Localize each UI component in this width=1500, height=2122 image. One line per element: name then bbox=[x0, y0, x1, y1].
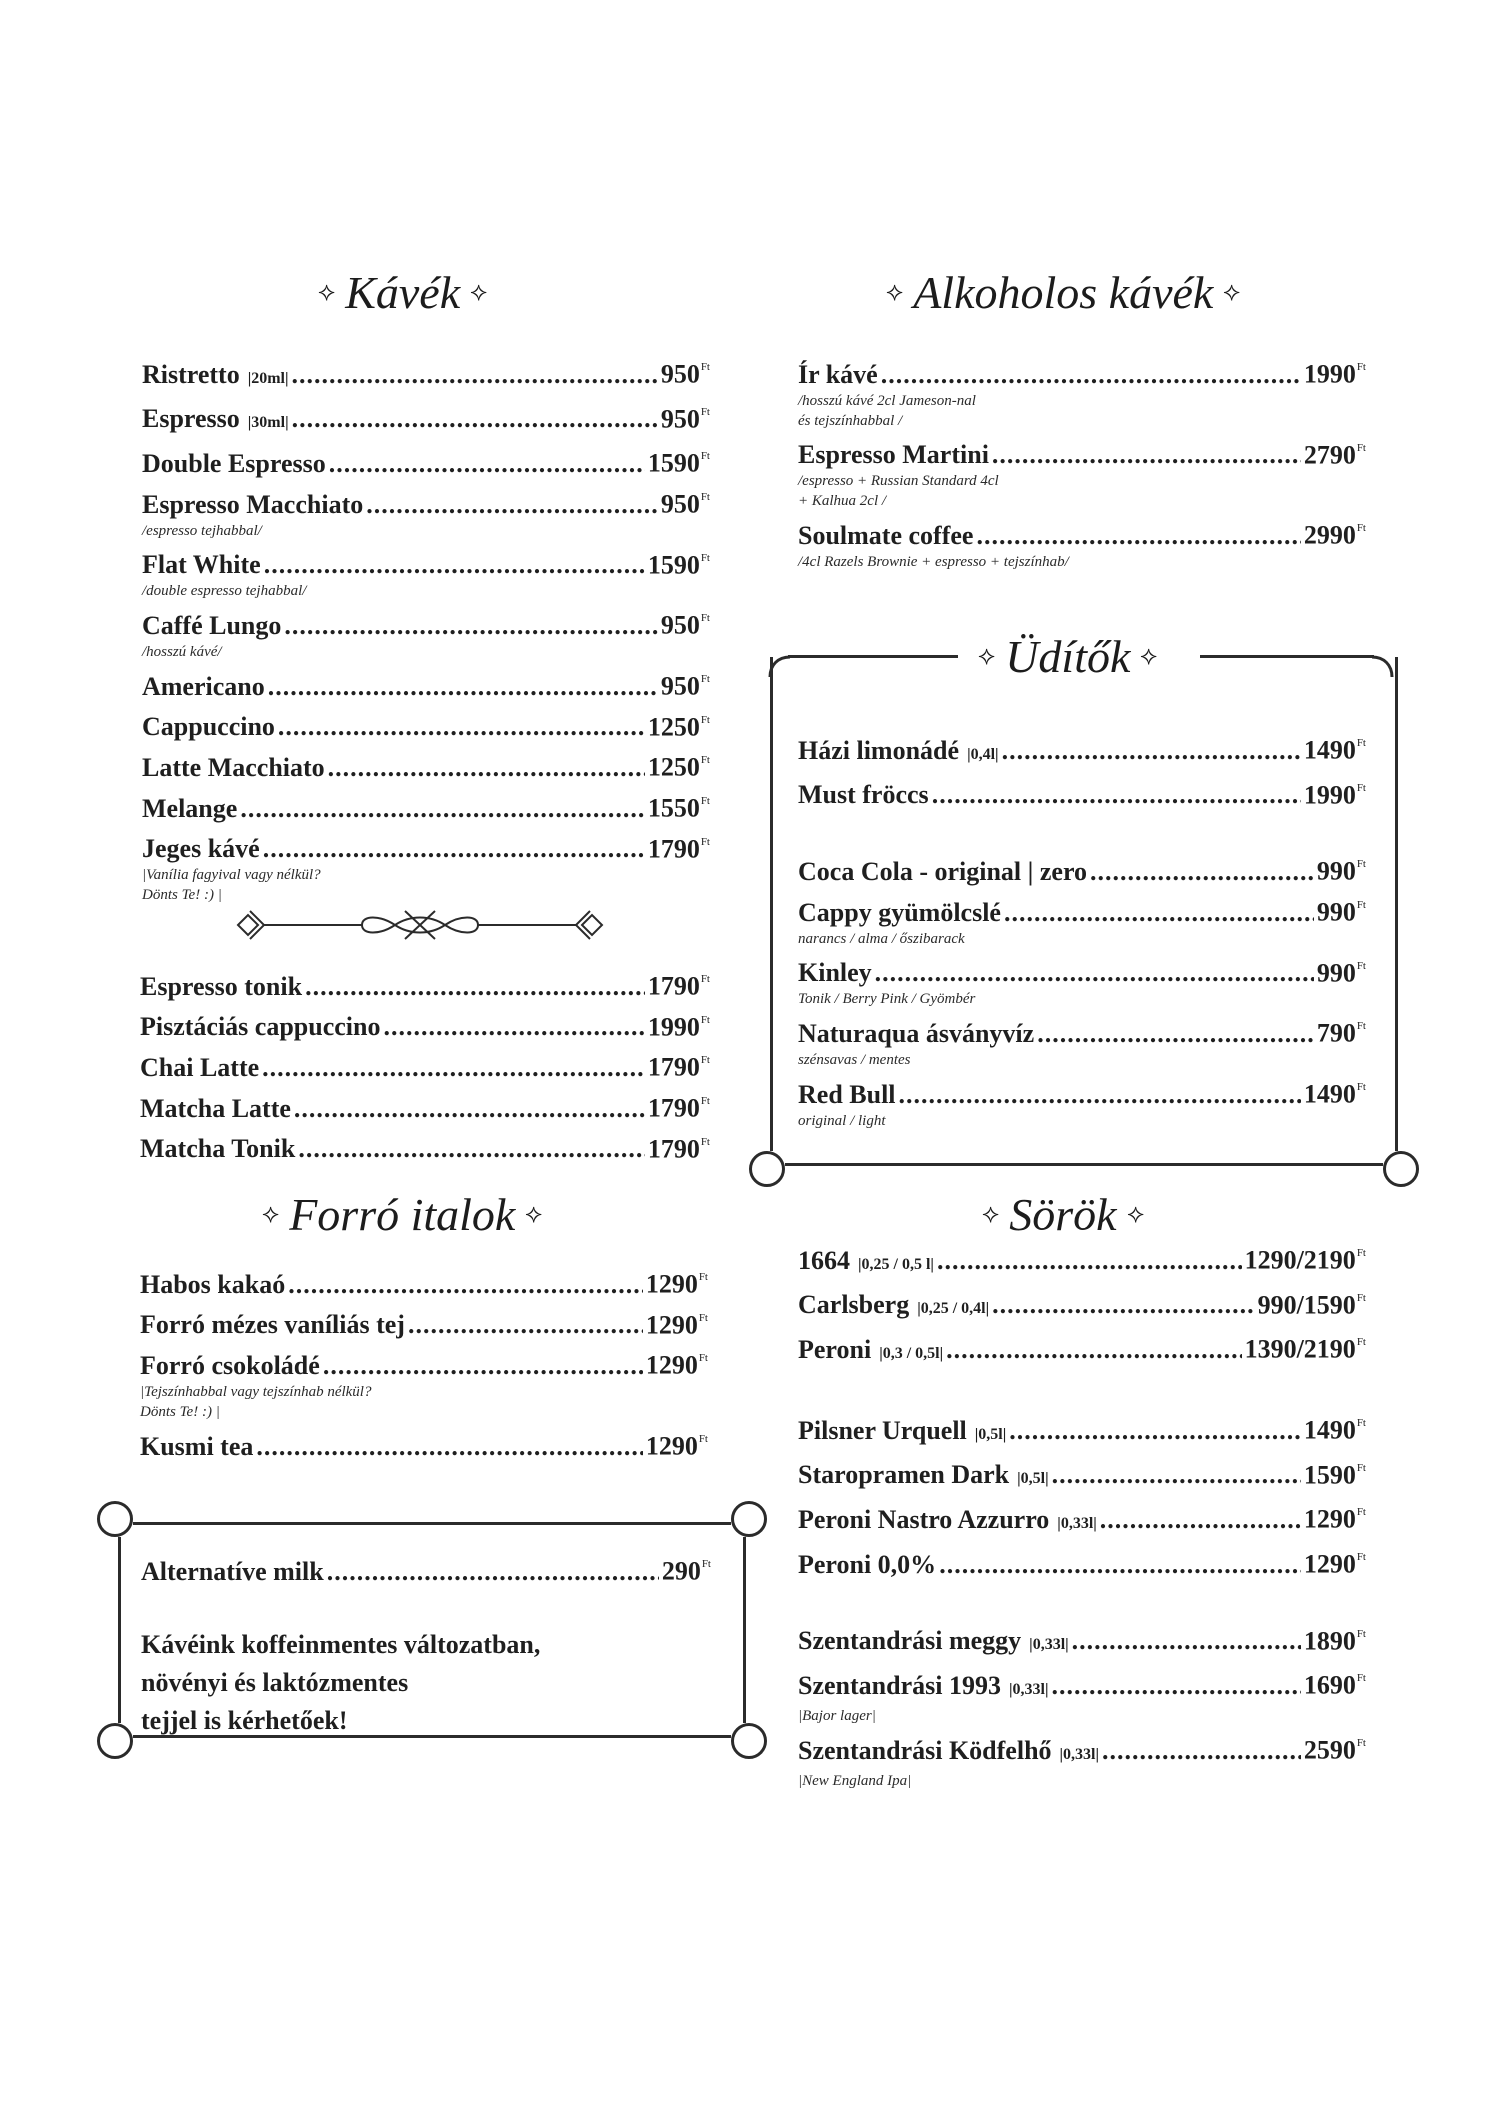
leader-dots bbox=[329, 446, 645, 482]
item-name: Espresso Martini bbox=[798, 440, 989, 470]
item-volume: |0,5l| bbox=[974, 1425, 1007, 1443]
menu-item bbox=[142, 827, 710, 906]
item-name: Melange bbox=[142, 793, 238, 823]
section-title-alkoholos bbox=[886, 266, 1241, 319]
leader-dots bbox=[408, 1307, 643, 1343]
currency-label: Ft bbox=[1356, 522, 1366, 535]
item-price: 990/1590 bbox=[1257, 1290, 1356, 1320]
section-title-text: Forró italok bbox=[289, 1189, 516, 1240]
leader-dots bbox=[305, 969, 645, 1005]
menu-item bbox=[798, 1542, 1366, 1583]
item-price: 1790 bbox=[647, 971, 700, 1001]
currency-label: Ft bbox=[1356, 1550, 1366, 1563]
currency-label: Ft bbox=[698, 1432, 708, 1445]
currency-label: Ft bbox=[700, 612, 710, 625]
leader-dots bbox=[366, 487, 658, 523]
leader-dots bbox=[294, 1091, 645, 1127]
menu-item bbox=[142, 664, 710, 705]
currency-label: Ft bbox=[1356, 1736, 1366, 1749]
item-description: narancs / alma / őszibarack bbox=[798, 930, 965, 947]
group-spacer bbox=[798, 1583, 1366, 1619]
item-name: Red Bull bbox=[798, 1079, 896, 1109]
currency-label: Ft bbox=[1356, 1020, 1366, 1033]
item-price: 1990 bbox=[1303, 359, 1356, 389]
item-name: Peroni bbox=[798, 1334, 872, 1364]
item-price: 950 bbox=[660, 671, 700, 701]
kavek-list bbox=[142, 352, 710, 907]
item-description: szénsavas / mentes bbox=[798, 1051, 911, 1068]
item-name: Ír kávé bbox=[798, 359, 878, 389]
leader-dots bbox=[288, 1267, 643, 1303]
menu-item bbox=[798, 1728, 1366, 1791]
menu-item bbox=[798, 849, 1366, 890]
item-price: 1790 bbox=[647, 1052, 700, 1082]
item-price: 790 bbox=[1316, 1018, 1356, 1048]
item-price: 2990 bbox=[1303, 520, 1356, 550]
currency-label: Ft bbox=[700, 361, 710, 373]
leader-dots bbox=[1100, 1502, 1301, 1538]
item-volume: |0,4l| bbox=[967, 745, 999, 763]
item-price: 950 bbox=[660, 404, 700, 434]
item-price: 1390/2190 bbox=[1244, 1334, 1356, 1364]
currency-label: Ft bbox=[700, 490, 710, 503]
ornament-right-icon: ⟡ bbox=[470, 277, 488, 306]
item-name: Házi limonádé bbox=[798, 735, 960, 765]
menu-item bbox=[798, 433, 1366, 512]
leader-dots bbox=[992, 1287, 1254, 1323]
menu-item bbox=[142, 482, 710, 541]
alkoholos-list bbox=[798, 352, 1366, 574]
leader-dots bbox=[1102, 1733, 1301, 1769]
item-price: 1250 bbox=[647, 752, 700, 782]
uditok-box-top-left bbox=[788, 655, 958, 658]
item-price: 1290/2190 bbox=[1244, 1245, 1356, 1275]
leader-dots bbox=[323, 1348, 643, 1384]
menu-item bbox=[798, 1327, 1366, 1372]
currency-label: Ft bbox=[700, 405, 710, 418]
currency-label: Ft bbox=[700, 1054, 710, 1067]
menu-item bbox=[140, 1086, 710, 1127]
ornament-right-icon: ⟡ bbox=[1140, 641, 1158, 670]
leader-dots bbox=[278, 709, 645, 745]
currency-label: Ft bbox=[1356, 1506, 1366, 1519]
currency-label: Ft bbox=[700, 713, 710, 726]
ornament-left-icon: ⟡ bbox=[262, 1199, 280, 1228]
currency-label: Ft bbox=[700, 450, 710, 463]
item-name: Forró csokoládé bbox=[140, 1350, 320, 1380]
currency-label: Ft bbox=[1356, 1627, 1366, 1640]
menu-item bbox=[798, 1663, 1366, 1726]
section-title-forro bbox=[262, 1188, 543, 1241]
item-name: Pilsner Urquell bbox=[798, 1415, 967, 1445]
item-description: |New England Ipa| bbox=[798, 1772, 912, 1789]
item-name: Chai Latte bbox=[140, 1052, 260, 1082]
leader-dots bbox=[264, 547, 645, 583]
menu-item bbox=[140, 1262, 708, 1303]
leader-dots bbox=[1052, 1457, 1301, 1493]
section-title-text: Sörök bbox=[1009, 1189, 1117, 1240]
item-description: /4cl Razels Brownie + espresso + tejszínhab/ bbox=[798, 553, 1069, 570]
currency-label: Ft bbox=[1356, 1461, 1366, 1474]
menu-item bbox=[140, 1424, 708, 1465]
leader-dots bbox=[1009, 1413, 1301, 1449]
leader-dots bbox=[328, 750, 645, 786]
section-title-uditok bbox=[972, 630, 1164, 683]
item-name: Kinley bbox=[798, 958, 872, 988]
forro-list bbox=[140, 1262, 708, 1465]
leader-dots bbox=[263, 831, 645, 867]
leader-dots bbox=[268, 669, 658, 705]
item-description: Dönts Te! :) | bbox=[140, 1403, 220, 1420]
item-price: 990 bbox=[1316, 897, 1356, 927]
kavek-list-2 bbox=[140, 964, 710, 1167]
leader-dots bbox=[939, 1547, 1301, 1583]
leader-dots bbox=[292, 401, 658, 437]
leader-dots bbox=[937, 1243, 1242, 1279]
menu-item bbox=[798, 1453, 1366, 1498]
item-volume: |0,33l| bbox=[1057, 1514, 1097, 1532]
item-name: Double Espresso bbox=[142, 448, 326, 478]
item-price: 1890 bbox=[1303, 1626, 1356, 1656]
item-volume: |30ml| bbox=[247, 414, 289, 432]
item-description: Tonik / Berry Pink / Gyömbér bbox=[798, 991, 976, 1008]
item-name: Szentandrási Ködfelhő bbox=[798, 1735, 1052, 1765]
currency-label: Ft bbox=[701, 1558, 711, 1570]
item-price: 950 bbox=[660, 489, 700, 519]
item-name: Flat White bbox=[142, 550, 261, 580]
currency-label: Ft bbox=[698, 1352, 708, 1365]
leader-dots bbox=[946, 1332, 1241, 1368]
item-name: Cappuccino bbox=[142, 712, 275, 742]
milk-note-line: Kávéink koffeinmentes változatban, bbox=[141, 1629, 541, 1659]
uditok-list bbox=[798, 728, 1366, 1133]
menu-item bbox=[140, 1045, 710, 1086]
item-name: Szentandrási meggy bbox=[798, 1626, 1022, 1656]
ornament-left-icon: ⟡ bbox=[982, 1199, 1000, 1228]
group-spacer bbox=[798, 813, 1366, 849]
leader-dots bbox=[1072, 1623, 1301, 1659]
leader-dots bbox=[1051, 1668, 1300, 1704]
currency-label: Ft bbox=[700, 973, 710, 985]
menu-item bbox=[798, 1283, 1366, 1328]
item-volume: |0,5l| bbox=[1017, 1470, 1049, 1488]
group-spacer bbox=[798, 1372, 1366, 1408]
currency-label: Ft bbox=[1356, 1291, 1366, 1304]
menu-item bbox=[798, 1497, 1366, 1542]
menu-item bbox=[140, 964, 710, 1005]
item-price: 950 bbox=[660, 359, 700, 389]
ornament-left-icon: ⟡ bbox=[886, 277, 904, 306]
item-price: 1490 bbox=[1303, 735, 1356, 765]
item-name: Must fröccs bbox=[798, 780, 929, 810]
item-description: original / light bbox=[798, 1112, 886, 1129]
item-price: 1290 bbox=[645, 1310, 698, 1340]
menu-item bbox=[798, 1408, 1366, 1453]
menu-item bbox=[142, 603, 710, 662]
ornament-right-icon: ⟡ bbox=[1126, 1199, 1144, 1228]
menu-item bbox=[142, 745, 710, 786]
item-price: 2590 bbox=[1303, 1735, 1356, 1765]
item-price: 1790 bbox=[647, 1093, 700, 1123]
currency-label: Ft bbox=[700, 1094, 710, 1107]
currency-label: Ft bbox=[1356, 1080, 1366, 1093]
item-price: 1550 bbox=[647, 793, 700, 823]
item-volume: |0,33l| bbox=[1059, 1745, 1100, 1763]
leader-dots bbox=[1090, 854, 1314, 890]
item-name: Kusmi tea bbox=[140, 1431, 254, 1461]
item-volume: |0,3 / 0,5l| bbox=[879, 1344, 944, 1362]
item-price: 1250 bbox=[647, 712, 700, 742]
section-title-sorok bbox=[982, 1188, 1144, 1241]
leader-dots bbox=[932, 777, 1301, 813]
item-name: Staropramen Dark bbox=[798, 1460, 1010, 1490]
leader-dots bbox=[1004, 895, 1314, 931]
item-name: Carlsberg bbox=[798, 1290, 910, 1320]
item-name: Matcha Latte bbox=[140, 1093, 291, 1123]
leader-dots bbox=[262, 1050, 645, 1086]
currency-label: Ft bbox=[700, 754, 710, 767]
item-name: Ristretto bbox=[142, 359, 240, 389]
item-price: 990 bbox=[1316, 856, 1356, 886]
leader-dots bbox=[881, 357, 1301, 393]
item-price: 1990 bbox=[1303, 780, 1356, 810]
item-description: és tejszínhabbal / bbox=[798, 412, 903, 429]
menu-item bbox=[142, 352, 710, 397]
item-volume: |20ml| bbox=[247, 369, 289, 387]
currency-label: Ft bbox=[700, 551, 710, 564]
item-volume: |0,33l| bbox=[1029, 1636, 1069, 1654]
menu-item bbox=[798, 1619, 1366, 1664]
item-name: Jeges kávé bbox=[142, 834, 260, 864]
menu-item bbox=[142, 786, 710, 827]
item-description: /hosszú kávé 2cl Jameson-nal bbox=[798, 392, 976, 409]
currency-label: Ft bbox=[698, 1311, 708, 1324]
currency-label: Ft bbox=[1356, 361, 1366, 373]
ornament-left-icon: ⟡ bbox=[978, 641, 996, 670]
item-price: 1490 bbox=[1303, 1079, 1356, 1109]
item-name: Cappy gyümölcslé bbox=[798, 897, 1001, 927]
item-description: |Tejszínhabbal vagy tejszínhab nélkül? bbox=[140, 1383, 372, 1400]
item-price: 1290 bbox=[1303, 1504, 1356, 1534]
menu-item bbox=[798, 1238, 1366, 1283]
sorok-list bbox=[798, 1238, 1366, 1793]
menu-item bbox=[798, 773, 1366, 814]
section-title-kavek bbox=[318, 266, 487, 319]
menu-item bbox=[142, 543, 710, 602]
menu-item bbox=[140, 1343, 708, 1422]
currency-label: Ft bbox=[1356, 1672, 1366, 1685]
milk-note-line: növényi és laktózmentes bbox=[141, 1667, 409, 1697]
item-name: Matcha Tonik bbox=[140, 1134, 296, 1164]
item-name: Latte Macchiato bbox=[142, 752, 325, 782]
item-description: /double espresso tejhabbal/ bbox=[142, 583, 307, 600]
menu-item bbox=[140, 1303, 708, 1344]
currency-label: Ft bbox=[1356, 737, 1366, 749]
item-name: Caffé Lungo bbox=[142, 610, 282, 640]
menu-item bbox=[798, 513, 1366, 572]
leader-dots bbox=[240, 791, 645, 827]
ornament-right-icon: ⟡ bbox=[525, 1199, 543, 1228]
currency-label: Ft bbox=[1356, 441, 1366, 454]
item-price: 1790 bbox=[647, 834, 700, 864]
menu-item bbox=[798, 890, 1366, 949]
item-description: /hosszú kávé/ bbox=[142, 643, 222, 660]
item-price: 950 bbox=[660, 610, 700, 640]
item-name: Habos kakaó bbox=[140, 1269, 286, 1299]
item-volume: |0,25 / 0,4l| bbox=[917, 1300, 990, 1318]
divider-ornament-icon bbox=[230, 905, 610, 945]
leader-dots bbox=[1002, 733, 1301, 769]
milk-info-box bbox=[118, 1522, 746, 1738]
item-description: |Vanília fagyival vagy nélkül? bbox=[142, 867, 321, 884]
item-price: 1590 bbox=[1303, 1460, 1356, 1490]
menu-item bbox=[798, 1011, 1366, 1070]
leader-dots bbox=[292, 357, 658, 393]
item-price: 1590 bbox=[647, 448, 700, 478]
item-price: 1790 bbox=[647, 1134, 700, 1164]
menu-item bbox=[798, 951, 1366, 1010]
section-title-text: Alkoholos kávék bbox=[913, 267, 1214, 318]
item-name: 1664 bbox=[798, 1245, 850, 1275]
currency-label: Ft bbox=[698, 1271, 708, 1283]
leader-dots bbox=[298, 1131, 644, 1167]
item-price: 1290 bbox=[645, 1350, 698, 1380]
item-description: |Bajor lager| bbox=[798, 1707, 876, 1724]
item-price: 1590 bbox=[647, 550, 700, 580]
uditok-corner-tl bbox=[768, 655, 792, 679]
item-description: /espresso + Russian Standard 4cl bbox=[798, 473, 999, 490]
menu-item bbox=[798, 1072, 1366, 1131]
item-volume: |0,25 / 0,5 l| bbox=[858, 1255, 934, 1273]
item-name: Soulmate coffee bbox=[798, 520, 974, 550]
item-name: Peroni 0,0% bbox=[798, 1549, 937, 1579]
item-description: + Kalhua 2cl / bbox=[798, 493, 887, 510]
currency-label: Ft bbox=[1356, 1336, 1366, 1349]
item-name: Forró mézes vaníliás tej bbox=[140, 1310, 405, 1340]
item-price: 1690 bbox=[1303, 1670, 1356, 1700]
item-name: Espresso tonik bbox=[140, 971, 303, 1001]
currency-label: Ft bbox=[700, 835, 710, 848]
leader-dots bbox=[899, 1077, 1301, 1113]
leader-dots bbox=[976, 518, 1300, 554]
item-price: 1290 bbox=[645, 1269, 698, 1299]
item-price: 1990 bbox=[647, 1012, 700, 1042]
menu-item bbox=[142, 705, 710, 746]
menu-item bbox=[141, 1549, 711, 1590]
currency-label: Ft bbox=[700, 1013, 710, 1026]
currency-label: Ft bbox=[1356, 1247, 1366, 1259]
section-title-text: Kávék bbox=[345, 267, 461, 318]
item-volume: |0,33l| bbox=[1008, 1680, 1049, 1698]
item-name: Espresso Macchiato bbox=[142, 489, 364, 519]
currency-label: Ft bbox=[1356, 858, 1366, 871]
uditok-box-top-right bbox=[1200, 655, 1374, 658]
item-name: Naturaqua ásványvíz bbox=[798, 1018, 1035, 1048]
item-name: Espresso bbox=[142, 404, 240, 434]
menu-item bbox=[142, 397, 710, 442]
leader-dots bbox=[384, 1009, 645, 1045]
section-title-text: Üdítők bbox=[1005, 631, 1131, 682]
item-price: 1290 bbox=[645, 1431, 698, 1461]
item-price: 1290 bbox=[1303, 1549, 1356, 1579]
milk-note-line: tejjel is kérhetőek! bbox=[141, 1705, 348, 1735]
item-description: Dönts Te! :) | bbox=[142, 887, 222, 904]
item-price: 2790 bbox=[1303, 440, 1356, 470]
item-price: 1490 bbox=[1303, 1415, 1356, 1445]
menu-item bbox=[142, 441, 710, 482]
currency-label: Ft bbox=[700, 1135, 710, 1148]
item-price: 290 bbox=[661, 1556, 701, 1586]
item-description: /espresso tejhabbal/ bbox=[142, 522, 262, 539]
leader-dots bbox=[327, 1554, 659, 1590]
leader-dots bbox=[992, 437, 1301, 473]
menu-item bbox=[140, 1005, 710, 1046]
item-name: Coca Cola - original | zero bbox=[798, 856, 1088, 886]
item-name: Pisztáciás cappuccino bbox=[140, 1012, 381, 1042]
leader-dots bbox=[256, 1429, 642, 1465]
currency-label: Ft bbox=[1356, 1416, 1366, 1429]
item-name: Szentandrási 1993 bbox=[798, 1670, 1001, 1700]
menu-item bbox=[798, 728, 1366, 773]
menu-item bbox=[140, 1127, 710, 1168]
currency-label: Ft bbox=[1356, 898, 1366, 911]
leader-dots bbox=[875, 955, 1314, 991]
leader-dots bbox=[1037, 1016, 1314, 1052]
item-name: Americano bbox=[142, 671, 265, 701]
currency-label: Ft bbox=[700, 794, 710, 807]
currency-label: Ft bbox=[700, 672, 710, 685]
currency-label: Ft bbox=[1356, 959, 1366, 972]
item-name: Alternatíve milk bbox=[141, 1556, 324, 1586]
menu-item bbox=[798, 352, 1366, 431]
leader-dots bbox=[284, 608, 657, 644]
ornament-left-icon: ⟡ bbox=[318, 277, 336, 306]
ornament-right-icon: ⟡ bbox=[1223, 277, 1241, 306]
item-price: 990 bbox=[1316, 958, 1356, 988]
item-name: Peroni Nastro Azzurro bbox=[798, 1504, 1050, 1534]
currency-label: Ft bbox=[1356, 781, 1366, 794]
uditok-corner-tr bbox=[1370, 655, 1394, 679]
